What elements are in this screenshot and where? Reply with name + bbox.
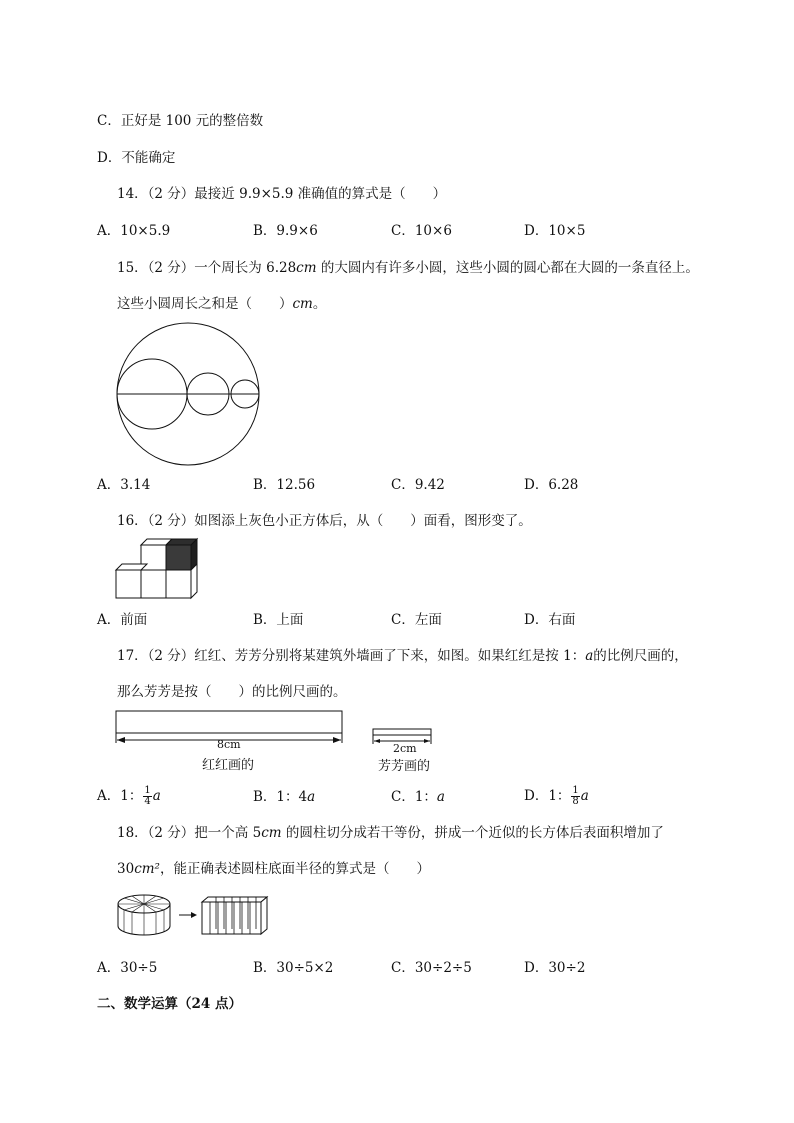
q17-stem-line1 [117,647,688,665]
q18-stem-1b: 的圆柱切分成若干等份，拼成一个近似的长方体后表面积增加了 [281,825,664,841]
q13-option-c: C．正好是 100 元的整倍数 [97,113,264,129]
q16-option-a: A．前面 [97,612,148,628]
q18-stem-unit2: cm² [134,861,160,877]
q16-option-b: B．上面 [253,612,304,628]
q15-stem-line1 [117,259,699,277]
fraction-denominator: 8 [572,796,579,807]
q18-stem-2a: 30 [117,861,135,877]
q15-option-c: C．9.42 [391,477,445,493]
q17-opt-d-var: a [580,788,589,804]
q17-opt-d-prefix: D．1： [524,788,571,804]
q17-option-c [391,788,445,806]
q17-opt-a-var: a [152,788,161,804]
q17-opt-d-fraction [571,786,579,807]
q15-stem-2a: 这些小圆周长之和是（ ） [117,296,293,312]
q17-fang-caption: 芳芳画的 [378,759,431,774]
q15-option-d: D．6.28 [524,477,579,493]
q15-circles-figure [112,325,272,485]
q14-option-c: C．10×6 [391,223,452,239]
cube-bottom-1 [116,570,141,598]
gray-cube-front [166,545,191,570]
q14-option-b: B．9.9×6 [253,223,318,239]
q17-opt-a-prefix: A．1： [97,788,143,804]
q16-cubes-figure [116,537,216,607]
q18-option-d: D．30÷2 [524,960,586,976]
q17-stem-line2: 那么芳芳是按（ ）的比例尺画的。 [117,684,347,700]
cuboid-top [202,897,267,902]
q18-stem-line1 [117,824,664,842]
q14-stem: 14．（2 分）最接近 9.9×5.9 准确值的算式是（ ） [117,186,447,202]
q18-stem-1a: 18．（2 分）把一个高 5 [117,825,262,841]
cube-bottom-3 [166,570,191,598]
q16-option-c: C．左面 [391,612,442,628]
q15-stem-unit2: cm [292,296,313,312]
q16-option-d: D．右面 [524,612,576,628]
q17-opt-a-fraction [143,786,151,807]
q14-option-a: A．10×5.9 [97,223,171,239]
q15-stem-1a: 15．（2 分）一个周长为 6.28 [117,260,297,276]
q17-opt-b-var: a [307,789,316,805]
q17-fang-measure-label: 2cm [393,742,417,755]
q18-cylinder-figure [117,893,277,943]
q15-option-b: B．12.56 [253,477,316,493]
q17-option-d [524,786,589,807]
q15-stem-1b: 的大圆内有许多小圆，这些小圆的圆心都在大圆的一条直径上。 [316,260,699,276]
fang-arrow-left [374,739,380,743]
q18-stem-unit: cm [261,825,282,841]
q17-opt-c-var: a [436,789,445,805]
fraction-denominator: 4 [144,796,151,807]
bottom-left-roof [116,564,147,570]
q17-option-b [253,788,315,806]
fraction-numerator: 1 [144,785,151,796]
fang-arrow-right [424,739,430,743]
q17-opt-c-prefix: C．1： [391,789,437,805]
cuboid-side [261,897,267,934]
q17-red-measure-label: 8cm [217,738,241,751]
q17-red-caption: 红红画的 [202,758,255,773]
transform-arrow-head [191,912,197,918]
q15-stem-unit: cm [296,260,317,276]
q18-option-b: B．30÷5×2 [253,960,334,976]
q18-stem-line2 [117,860,430,878]
cuboid-front [202,902,261,934]
q13-option-d: D．不能确定 [97,150,176,166]
q17-opt-b-prefix: B．1：4 [253,789,308,805]
q17-stem-1b: 的比例尺画的， [593,648,688,664]
red-arrow-left [117,737,125,743]
q17-stem-var: a [585,648,594,664]
q18-option-c: C．30÷2÷5 [391,960,472,976]
q15-stem-line2 [117,295,326,313]
q15-option-a: A．3.14 [97,477,151,493]
q14-option-d: D．10×5 [524,223,586,239]
q17-option-a [97,786,161,807]
q17-stem-1a: 17．（2 分）红红、芳芳分别将某建筑外墙画了下来，如图。如果红红是按 1： [117,648,586,664]
red-wall-rect [116,711,342,733]
section-2-title: 二、数学运算（24 点） [97,996,242,1012]
cube-bottom-3-roof [191,564,197,598]
fraction-numerator: 1 [572,785,579,796]
fang-wall-rect [373,729,431,735]
q18-stem-2b: ，能正确表述圆柱底面半径的算式是（ ） [159,861,430,877]
cube-bottom-2 [141,570,166,598]
q18-option-a: A．30÷5 [97,960,158,976]
q15-stem-2b: 。 [312,296,327,312]
red-arrow-right [333,737,341,743]
q16-stem: 16．（2 分）如图添上灰色小正方体后，从（ ）面看，图形变了。 [117,513,532,529]
